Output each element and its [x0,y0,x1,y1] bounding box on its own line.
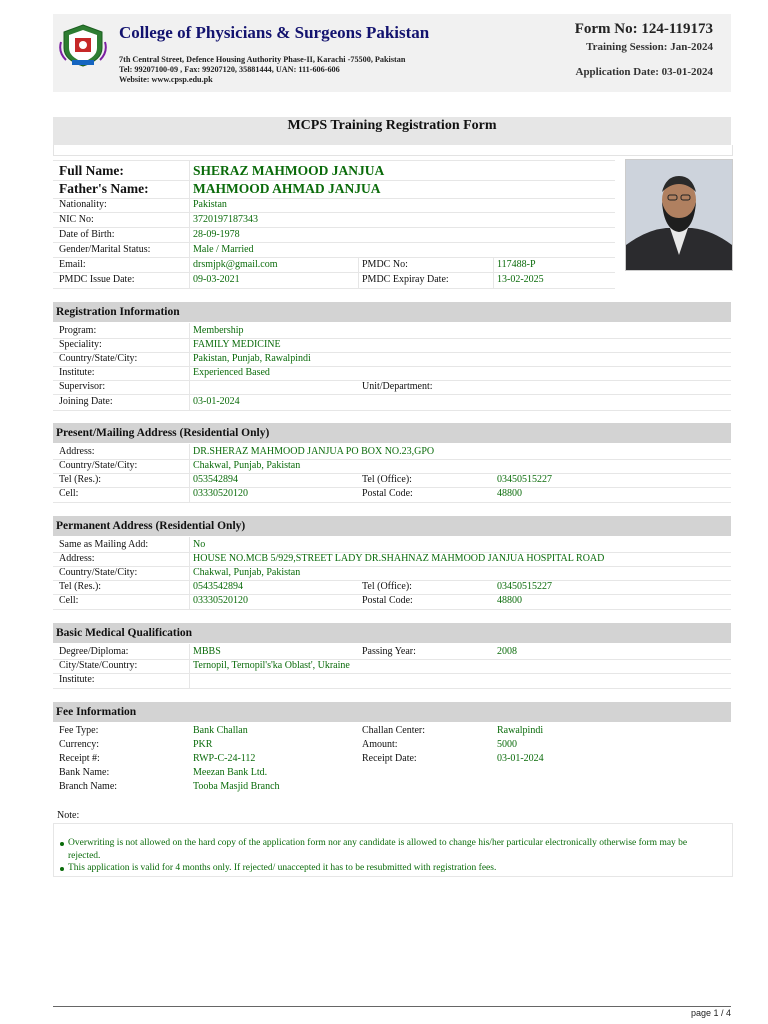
bullet-icon [60,842,64,846]
divider [53,688,731,689]
qualification-location-row: City/State/Country: Ternopil, Ternopil's'ka Oblast', Ukraine [59,660,350,671]
college-name: College of Physicians & Surgeons Pakistan [119,23,430,42]
pmdc-dates-row: PMDC Issue Date: 09-03-2021 PMDC Expiray Date: 13-02-2025 [59,274,544,285]
fee-type-row: Fee Type: Bank Challan Challan Center: Rawalpindi [59,725,544,736]
bank-row: Bank Name: Meezan Bank Ltd. [59,767,268,778]
dob-row: Date of Birth: 28-09-1978 [59,229,240,240]
section-permanent-address: Permanent Address (Residential Only) [53,516,731,536]
mailing-cell-row: Cell: 03330520120 Postal Code: 48800 [59,488,522,499]
footer-divider [53,1006,731,1007]
degree-row: Degree/Diploma: MBBS Passing Year: 2008 [59,646,517,657]
page-number: page 1 / 4 [690,1008,731,1018]
mailing-location-row: Country/State/City: Chakwal, Punjab, Pakistan [59,460,301,471]
permanent-location-row: Country/State/City: Chakwal, Punjab, Pakistan [59,567,301,578]
currency-row: Currency: PKR Amount: 5000 [59,739,517,750]
note-label: Note: [57,810,80,821]
divider [53,609,731,610]
form-header [53,14,731,92]
note-item: This application is valid for 4 months only. If rejected/ unaccepted it has to be resubmitted with registration fees. [68,862,708,875]
gender-row: Gender/Marital Status: Male / Married [59,244,254,255]
training-session: Training Session: Jan-2024 [586,41,713,53]
father-name-row: Father's Name: MAHMOOD AHMAD JANJUA [59,181,381,196]
mailing-address-row: Address: DR.SHERAZ MAHMOOD JANJUA PO BOX NO.23,GPO [59,446,435,457]
section-qualification: Basic Medical Qualification [53,623,731,643]
joining-row: Joining Date: 03-01-2024 [59,396,240,407]
supervisor-row: Supervisor: Unit/Department: [59,381,433,392]
speciality-row: Speciality: FAMILY MEDICINE [59,339,281,350]
mailing-tel-row: Tel (Res.): 053542894 Tel (Office): 03450515227 [59,474,552,485]
institute-row: Institute: Experienced Based [59,367,270,378]
application-date: Application Date: 03-01-2024 [575,66,713,78]
permanent-tel-row: Tel (Res.): 0543542894 Tel (Office): 03450515227 [59,581,552,592]
divider [53,160,615,161]
full-name-row: Full Name: SHERAZ MAHMOOD JANJUA [59,163,385,178]
qualification-institute-row: Institute: [59,674,95,685]
divider [53,288,615,289]
section-registration: Registration Information [53,302,731,322]
permanent-cell-row: Cell: 03330520120 Postal Code: 48800 [59,595,522,606]
section-mailing-address: Present/Mailing Address (Residential Only) [53,423,731,443]
father-name-value: MAHMOOD AHMAD JANJUA [193,181,381,196]
section-fee: Fee Information [53,702,731,722]
nationality-row: Nationality: Pakistan [59,199,227,210]
program-row: Program: Membership [59,325,244,336]
same-as-mailing-row: Same as Mailing Add: No [59,539,206,550]
applicant-photo [625,159,733,271]
cpsp-logo-icon [58,22,108,68]
college-address: 7th Central Street, Defence Housing Authority Phase-II, Karachi -75500, Pakistan Tel: 99207100-09 , Fax: 99207120, 35881444, UAN: 111-606-606 Website: www.cpsp.edu.pk [119,55,406,84]
title-spacer [53,145,733,156]
form-number: Form No: 124-119173 [574,21,713,37]
permanent-address-row: Address: HOUSE NO.MCB 5/929,STREET LADY DR.SHAHNAZ MAHMOOD JANJUA HOSPITAL ROAD [59,553,605,564]
nic-row: NIC No: 3720197187343 [59,214,258,225]
email-row: Email: drsmjpk@gmail.com PMDC No: 117488-P [59,259,536,270]
receipt-row: Receipt #: RWP-C-24-112 Receipt Date: 03-01-2024 [59,753,544,764]
registration-location-row: Country/State/City: Pakistan, Punjab, Rawalpindi [59,353,311,364]
full-name-value: SHERAZ MAHMOOD JANJUA [193,163,385,178]
form-title: MCPS Training Registration Form [53,117,731,145]
divider [53,502,731,503]
divider [53,410,731,411]
branch-row: Branch Name: Tooba Masjid Branch [59,781,280,792]
person-photo-icon [626,160,732,270]
bullet-icon [60,867,64,871]
note-item: Overwriting is not allowed on the hard copy of the application form nor any candidate is allowed to change his/her particular electronically otherwise form may be rejected. [68,837,708,863]
